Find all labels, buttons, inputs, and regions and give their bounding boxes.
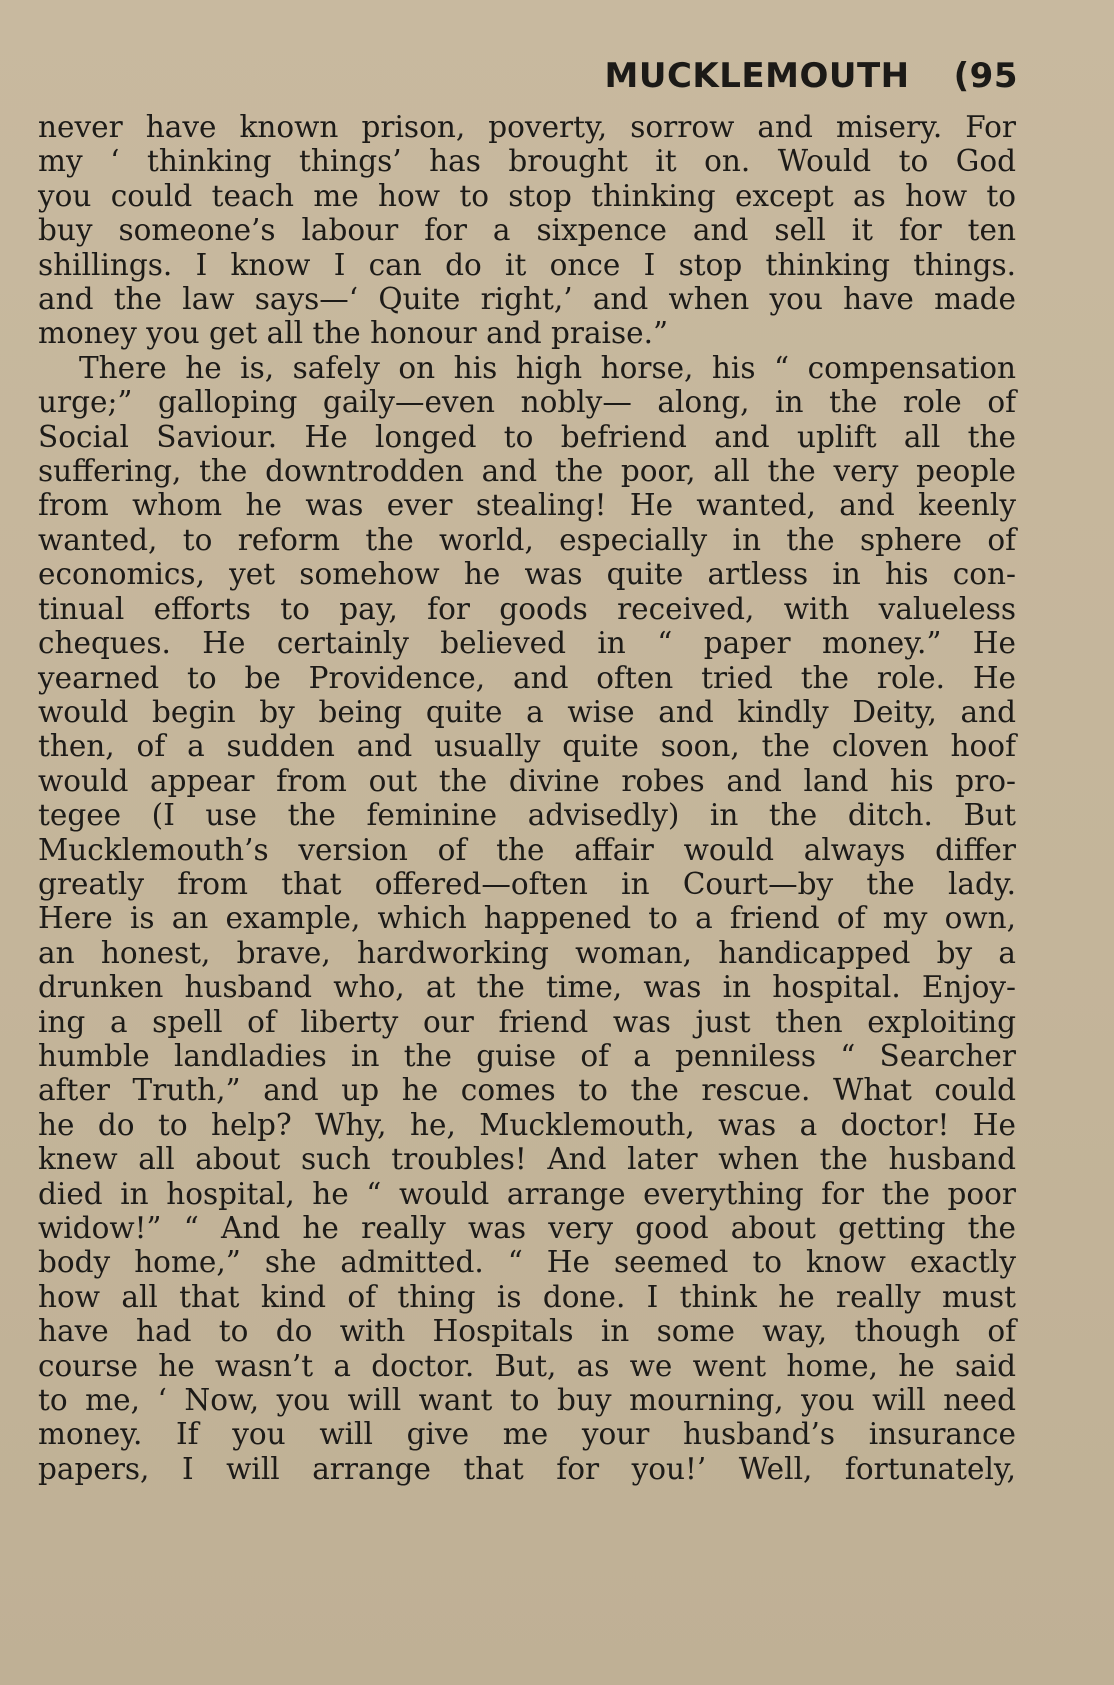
text-line: There he is, safely on his high horse, his “ compensation	[79, 350, 1016, 385]
text-line: and the law says—‘ Quite right,’ and when you have made	[38, 282, 1016, 317]
text-line: would appear from out the divine robes and land his pro-	[38, 763, 1016, 798]
text-line: money. If you will give me your husband’s insurance	[38, 1417, 1016, 1452]
text-line: wanted, to reform the world, especially in the sphere of	[38, 522, 1016, 557]
text-line: humble landladies in the guise of a penniless “ Searcher	[38, 1038, 1016, 1073]
text-line: tegee (I use the feminine advisedly) in the ditch. But	[38, 798, 1016, 833]
text-line: he do to help? Why, he, Mucklemouth, was a doctor! He	[38, 1107, 1016, 1142]
text-line: economics, yet somehow he was quite artless in his con-	[38, 557, 1016, 592]
text-line: shillings. I know I can do it once I stop thinking things.	[38, 247, 1016, 282]
text-line: greatly from that offered—often in Court—by the lady.	[38, 866, 1016, 901]
text-line: how all that kind of thing is done. I think he really must	[38, 1279, 1016, 1314]
text-line: knew all about such troubles! And later when the husband	[38, 1142, 1016, 1177]
text-line: widow!” “ And he really was very good about getting the	[38, 1211, 1016, 1245]
text-line: an honest, brave, hardworking woman, handicapped by a	[38, 935, 1016, 970]
text-line: have had to do with Hospitals in some way, though of	[38, 1314, 1016, 1349]
text-line: drunken husband who, at the time, was in hospital. Enjoy-	[38, 970, 1016, 1005]
text-line: suffering, the downtrodden and the poor, all the very people	[38, 454, 1016, 489]
running-title: MUCKLEMOUTH	[604, 56, 910, 96]
text-line: course he wasn’t a doctor. But, as we went home, he said	[38, 1348, 1016, 1383]
page-number: (95	[953, 56, 1018, 96]
text-line: money you get all the honour and praise.”	[38, 316, 669, 351]
text-line: from whom he was ever stealing! He wanted, and keenly	[38, 488, 1016, 523]
text-line: buy someone’s labour for a sixpence and sell it for ten	[38, 213, 1016, 248]
text-line: cheques. He certainly believed in “ paper money.” He	[38, 626, 1016, 661]
text-line: Here is an example, which happened to a friend of my own,	[38, 901, 1016, 936]
text-line: yearned to be Providence, and often tried the role. He	[38, 660, 1016, 695]
body-text	[38, 110, 1016, 1486]
text-line: Mucklemouth’s version of the affair would always differ	[38, 832, 1016, 867]
text-line: body home,” she admitted. “ He seemed to know exactly	[38, 1245, 1016, 1280]
text-line: Social Saviour. He longed to befriend and uplift all the	[38, 419, 1016, 454]
text-line: papers, I will arrange that for you!’ Well, fortunately,	[38, 1451, 1016, 1486]
text-line: died in hospital, he “ would arrange everything for the poor	[38, 1176, 1016, 1211]
text-line: after Truth,” and up he comes to the rescue. What could	[38, 1073, 1016, 1108]
text-line: to me, ‘ Now, you will want to buy mourning, you will need	[38, 1383, 1016, 1418]
text-line: ing a spell of liberty our friend was just then exploiting	[38, 1004, 1016, 1039]
text-line: my ‘ thinking things’ has brought it on. Would to God	[38, 144, 1016, 179]
running-header	[0, 56, 1018, 96]
text-line: then, of a sudden and usually quite soon, the cloven hoof	[38, 729, 1016, 764]
text-line: never have known prison, poverty, sorrow and misery. For	[38, 110, 1016, 144]
text-line: urge;” galloping gaily—even nobly— along, in the role of	[38, 385, 1016, 420]
text-line: would begin by being quite a wise and kindly Deity, and	[38, 694, 1016, 729]
text-line: tinual efforts to pay, for goods received, with valueless	[38, 591, 1016, 626]
text-line: you could teach me how to stop thinking except as how to	[38, 178, 1016, 213]
